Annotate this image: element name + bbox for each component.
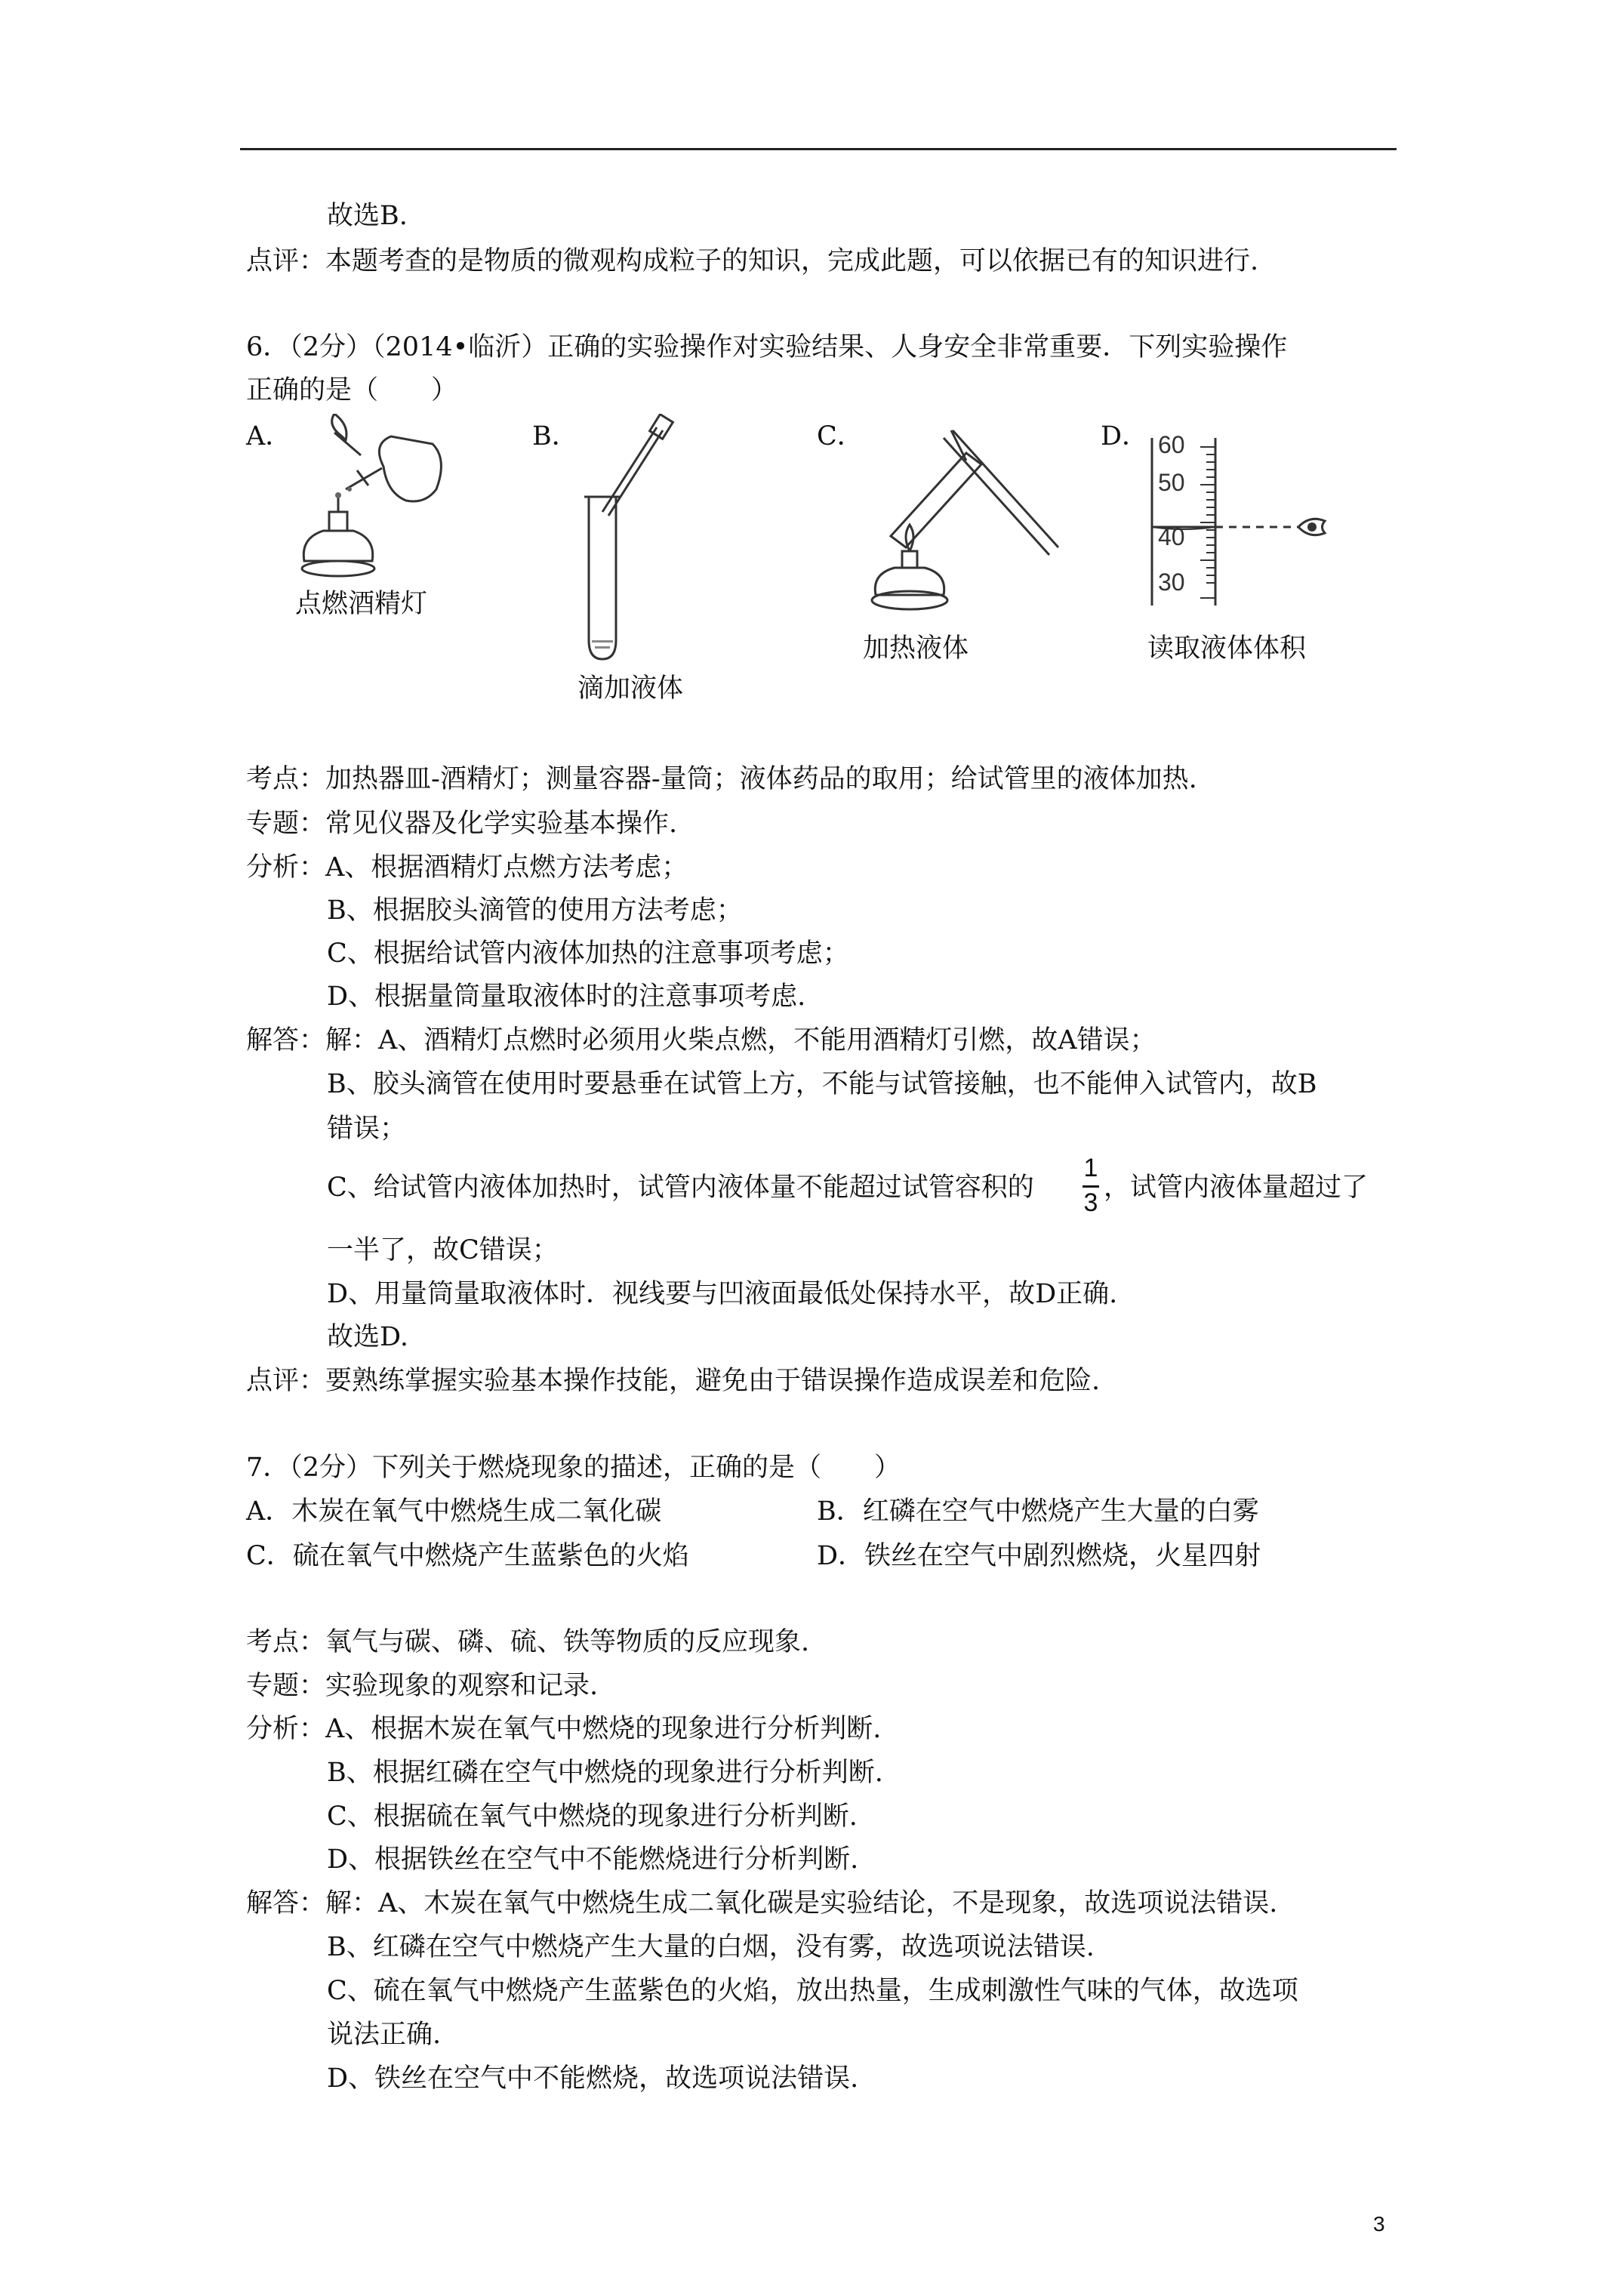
q6-jieda-c-cont: 一半了，故C错误； xyxy=(327,1235,559,1265)
dropper-testtube-figure xyxy=(574,414,679,663)
tick-50: 50 xyxy=(1158,469,1185,496)
q6-stem-line1: 6．（2分）（2014•临沂）正确的实验操作对实验结果、人身安全非常重要．下列实验操作 xyxy=(246,332,1288,362)
q6-option-a-letter: A． xyxy=(246,421,292,451)
page-number: 3 xyxy=(1373,2212,1385,2236)
q7-option-d: D．铁丝在空气中剧烈燃烧，火星四射 xyxy=(817,1541,1261,1571)
q6-fenxi-c: C、根据给试管内液体加热的注意事项考虑； xyxy=(327,938,849,969)
header-rule xyxy=(240,148,1397,150)
q6-option-a-caption: 点燃酒精灯 xyxy=(295,589,428,619)
q6-option-c-caption: 加热液体 xyxy=(863,633,969,664)
q7-fenxi-c: C、根据硫在氧气中燃烧的现象进行分析判断. xyxy=(327,1801,858,1832)
q7-option-a: A．木炭在氧气中燃烧生成二氧化碳 xyxy=(246,1496,662,1527)
q7-zhuanti: 专题：实验现象的观察和记录. xyxy=(246,1671,599,1701)
q7-jieda-b: B、红磷在空气中燃烧产生大量的白烟，没有雾，故选项说法错误. xyxy=(327,1932,1095,1962)
tick-40: 40 xyxy=(1158,523,1185,550)
fraction-bar xyxy=(1083,1185,1099,1188)
q6-option-b-caption: 滴加液体 xyxy=(577,673,684,704)
q6-fenxi-a: 分析：A、根据酒精灯点燃方法考虑； xyxy=(246,852,688,883)
tick-60: 60 xyxy=(1158,431,1185,458)
q6-jieda-d: D、用量筒量取液体时．视线要与凹液面最低处保持水平，故D正确. xyxy=(327,1279,1118,1309)
q7-jieda-c-cont: 说法正确. xyxy=(327,2020,442,2050)
prev-select: 故选B. xyxy=(327,201,408,231)
q7-option-b: B．红磷在空气中燃烧产生大量的白雾 xyxy=(817,1496,1259,1527)
graduated-cylinder-figure xyxy=(1140,430,1344,612)
fraction-denominator: 3 xyxy=(1083,1188,1098,1217)
q6-stem-line2: 正确的是（ ） xyxy=(246,375,458,405)
fraction-numerator: 1 xyxy=(1083,1154,1098,1182)
q6-option-d-caption: 读取液体体积 xyxy=(1147,633,1307,664)
q6-option-c-letter: C． xyxy=(817,421,864,451)
q7-fenxi-d: D、根据铁丝在空气中不能燃烧进行分析判断. xyxy=(327,1845,859,1875)
q6-option-b-letter: B． xyxy=(532,421,578,451)
q7-jieda-c: C、硫在氧气中燃烧产生蓝紫色的火焰，放出热量，生成刺激性气味的气体，故选项 xyxy=(327,1976,1298,2006)
tick-30: 30 xyxy=(1158,569,1185,596)
q6-fenxi-b: B、根据胶头滴管的使用方法考虑； xyxy=(327,895,743,926)
q6-kaodian: 考点：加热器皿-酒精灯；测量容器-量筒；液体药品的取用；给试管里的液体加热. xyxy=(246,764,1197,794)
q6-jieda-c-tail: ，试管内液体量超过了 xyxy=(1104,1173,1369,1203)
q7-fenxi-a: 分析：A、根据木炭在氧气中燃烧的现象进行分析判断. xyxy=(246,1714,882,1744)
q7-jieda-a: 解答：解：A、木炭在氧气中燃烧生成二氧化碳是实验结论，不是现象，故选项说法错误. xyxy=(246,1888,1278,1918)
q6-jieda-a: 解答：解：A、酒精灯点燃时必须用火柴点燃，不能用酒精灯引燃，故A错误； xyxy=(246,1025,1156,1056)
prev-comment: 点评：本题考查的是物质的微观构成粒子的知识，完成此题，可以依据已有的知识进行. xyxy=(246,246,1259,276)
q7-jieda-d: D、铁丝在空气中不能燃烧，故选项说法错误. xyxy=(327,2063,859,2094)
q7-fenxi-b: B、根据红磷在空气中燃烧的现象进行分析判断. xyxy=(327,1758,883,1788)
q6-dianping: 点评：要熟练掌握实验基本操作技能，避免由于错误操作造成误差和危险. xyxy=(246,1366,1101,1396)
heating-liquid-figure xyxy=(861,423,1064,619)
q6-jieda-c: C、给试管内液体加热时，试管内液体量不能超过试管容积的 xyxy=(327,1173,1034,1203)
q6-fenxi-d: D、根据量筒量取液体时的注意事项考虑. xyxy=(327,982,806,1012)
q7-kaodian: 考点：氧气与碳、磷、硫、铁等物质的反应现象. xyxy=(246,1627,810,1657)
q6-zhuanti: 专题：常见仪器及化学实验基本操作. xyxy=(246,809,678,839)
eye-icon xyxy=(1298,519,1325,535)
q7-stem: 7．（2分）下列关于燃烧现象的描述，正确的是（ ） xyxy=(246,1453,901,1483)
alcohol-lamp-figure xyxy=(293,414,459,580)
q6-jieda-b: B、胶头滴管在使用时要悬垂在试管上方，不能与试管接触，也不能伸入试管内，故B xyxy=(327,1069,1317,1099)
q6-select: 故选D. xyxy=(327,1322,408,1352)
q7-option-c: C．硫在氧气中燃烧产生蓝紫色的火焰 xyxy=(246,1541,689,1571)
q6-option-d-letter: D． xyxy=(1101,421,1149,451)
q6-jieda-b-cont: 错误； xyxy=(327,1114,407,1144)
